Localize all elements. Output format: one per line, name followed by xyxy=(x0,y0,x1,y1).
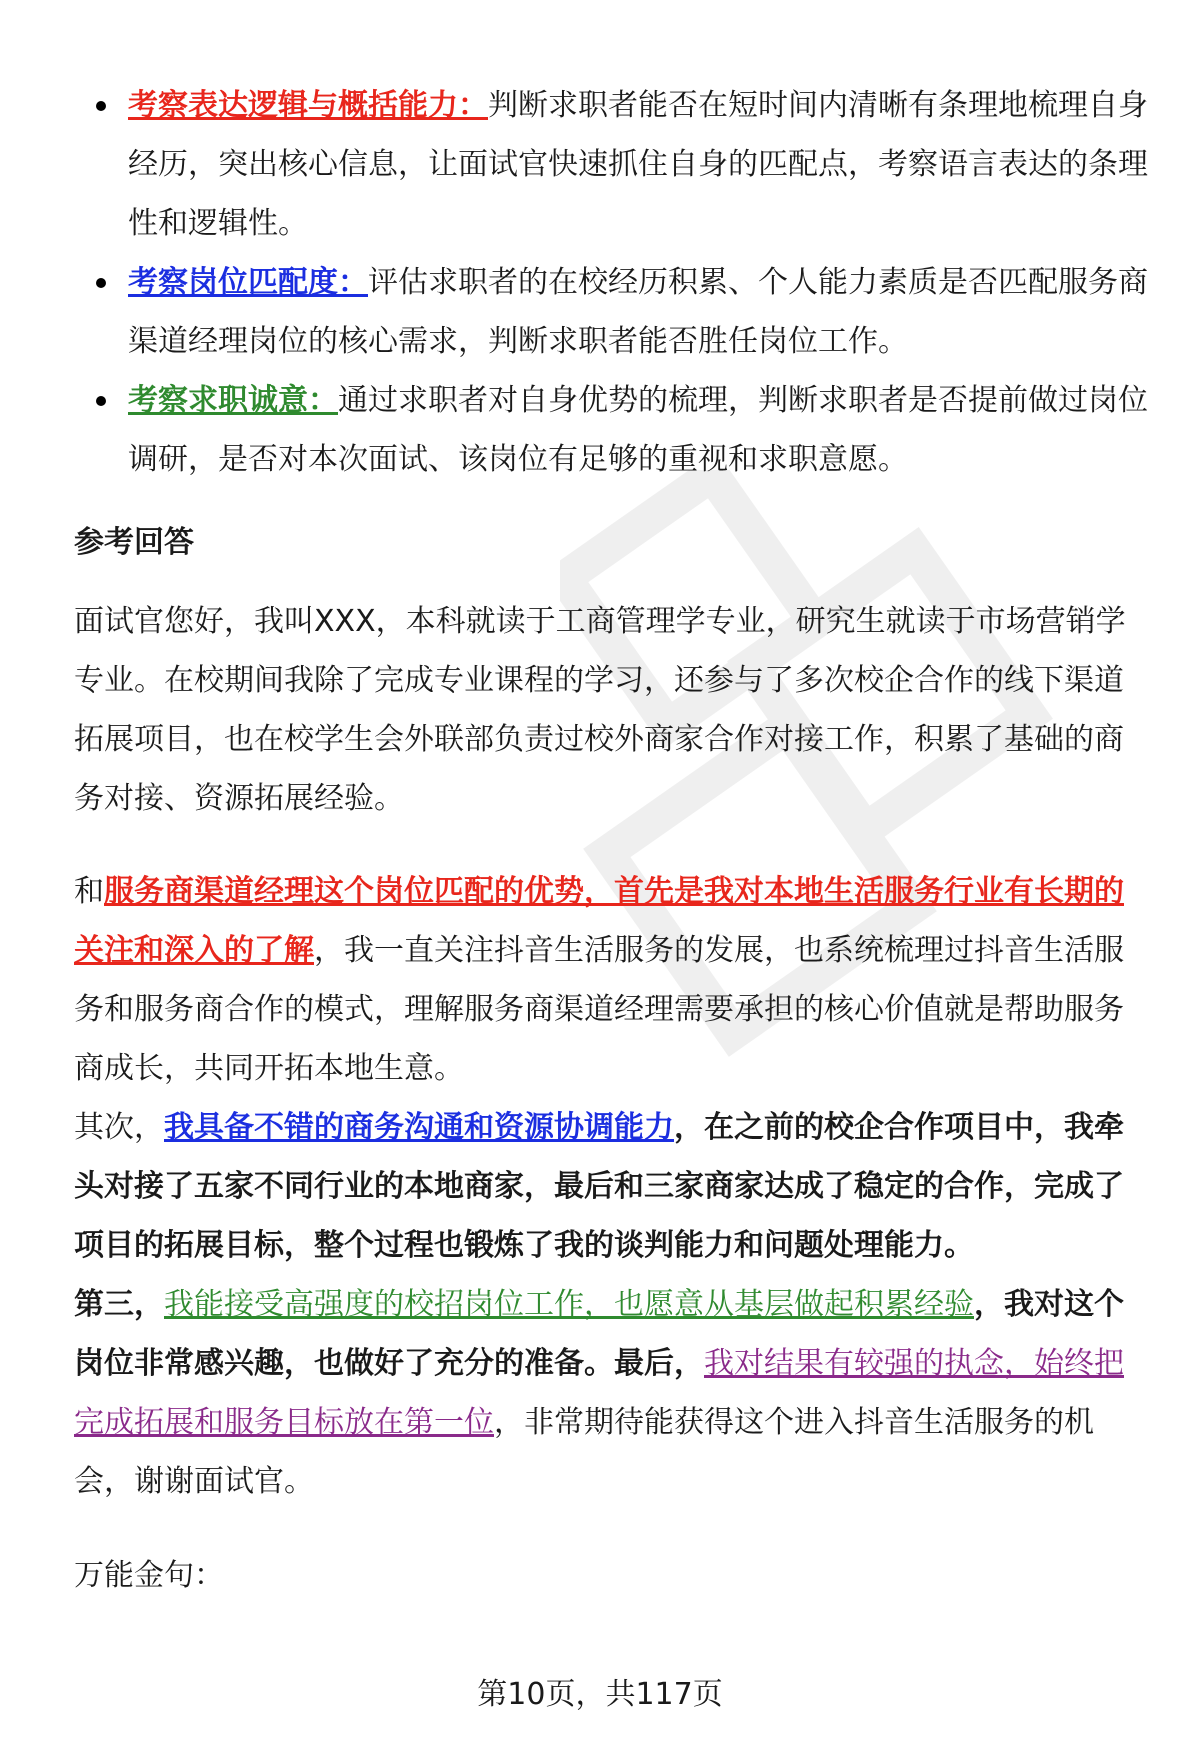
bullet-dot-icon xyxy=(96,101,106,111)
para-lead: 和 xyxy=(74,874,104,909)
bullet-text: 评估求职者的在校经历积累、个人能力素质是否匹配服务商渠道经理岗位的核心需求，判断求职者能否胜任岗位工作。 xyxy=(128,265,1148,359)
intro-paragraph: 面试官您好，我叫XXX，本科就读于工商管理学专业，研究生就读于市场营销学专业。在校期间我除了完成专业课程的学习，还参与了多次校企合作的线下渠道拓展项目，也在校学生会外联部负责过校外商家合作对接工作，积累了基础的商务对接、资源拓展经验。 xyxy=(74,604,1126,816)
para-rest: ，我一直关注抖音生活服务的发展，也系统梳理过抖音生活服务和服务商合作的模式，理解服务商渠道经理需要承担的核心价值就是帮助服务商成长，共同开拓本地生意。 xyxy=(74,933,1124,1086)
bullet-text: 判断求职者能否在短时间内清晰有条理地梳理自身经历，突出核心信息，让面试官快速抓住自身的匹配点，考察语言表达的条理性和逻辑性。 xyxy=(128,88,1148,241)
bullet-keyword: 考察表达逻辑与概括能力： xyxy=(128,88,488,123)
page-footer: 第10页，共117页 xyxy=(477,1677,723,1712)
advantage-paragraph-1 xyxy=(74,862,1148,1098)
bullet-dot-icon xyxy=(96,396,106,406)
para-lead: 第三， xyxy=(74,1287,164,1322)
evaluation-points-list xyxy=(0,76,1200,489)
bullet-dot-icon xyxy=(96,278,106,288)
closing-line: 万能金句： xyxy=(74,1558,224,1593)
list-item xyxy=(0,76,1200,253)
para-lead: 其次， xyxy=(74,1110,164,1145)
para-rest: ，在之前的校企合作项目中，我牵头对接了五家不同行业的本地商家，最后和三家商家达成了稳定的合作，完成了项目的拓展目标，整个过程也锻炼了我的谈判能力和问题处理能力。 xyxy=(74,1110,1124,1263)
advantage-paragraph-3 xyxy=(74,1275,1148,1511)
para-green-highlight: 我能接受高强度的校招岗位工作，也愿意从基层做起积累经验 xyxy=(164,1287,974,1322)
section-heading: 参考回答 xyxy=(74,525,194,560)
para-rest: ，非常期待能获得这个进入抖音生活服务的机会，谢谢面试官。 xyxy=(74,1405,1094,1499)
advantage-paragraph-2 xyxy=(74,1098,1148,1275)
para-highlight: 服务商渠道经理这个岗位匹配的优势，首先是我对本地生活服务行业有长期的关注和深入的了解 xyxy=(74,874,1124,968)
bullet-keyword: 考察岗位匹配度： xyxy=(128,265,368,300)
para-highlight: 我具备不错的商务沟通和资源协调能力 xyxy=(164,1110,674,1145)
bullet-text: 通过求职者对自身优势的梳理，判断求职者是否提前做过岗位调研，是否对本次面试、该岗位有足够的重视和求职意愿。 xyxy=(128,383,1148,477)
para-purple-highlight: 我对结果有较强的执念，始终把完成拓展和服务目标放在第一位 xyxy=(74,1346,1124,1440)
bullet-keyword: 考察求职诚意： xyxy=(128,383,338,418)
para-mid: ，我对这个岗位非常感兴趣，也做好了充分的准备。最后， xyxy=(74,1287,1124,1381)
list-item xyxy=(0,371,1200,489)
list-item xyxy=(0,253,1200,371)
